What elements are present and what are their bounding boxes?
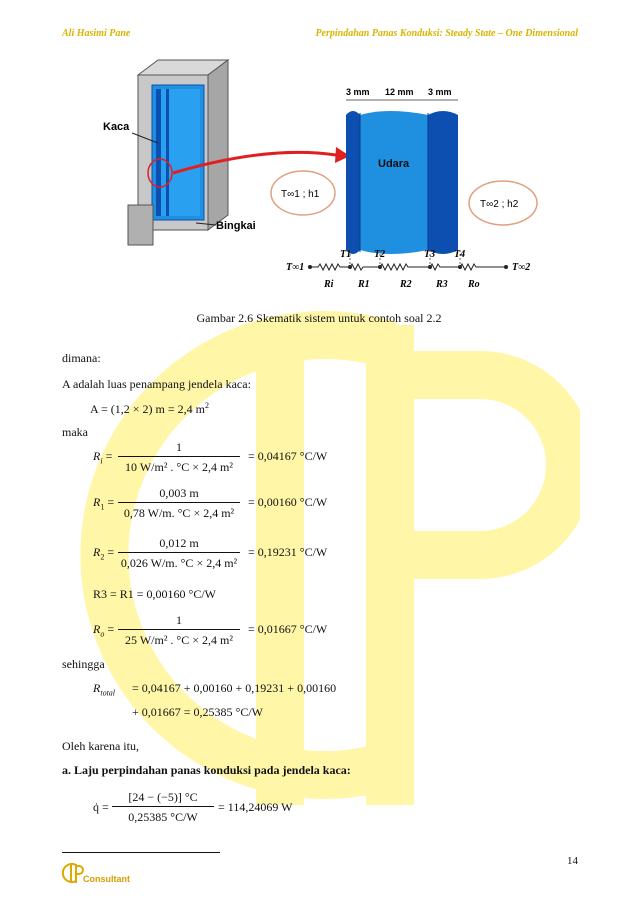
eq-ri-num: 1 (176, 440, 182, 454)
text-maka: maka (62, 425, 88, 439)
eq-ro-num: 1 (176, 613, 182, 627)
svg-text:3 mm: 3 mm (428, 87, 452, 97)
eq-r1-den: 0,78 W/m. °C × 2,4 m² (123, 506, 235, 520)
label-kaca: Kaca (103, 121, 130, 133)
svg-text:T∞1: T∞1 (286, 262, 305, 273)
dimension-labels (346, 87, 452, 97)
svg-text:T∞2 ; h2: T∞2 ; h2 (480, 199, 519, 210)
eq-q-rhs: = 114,24069 W (218, 800, 293, 814)
text-dimana: dimana: (62, 351, 101, 365)
eq-r1-num: 0,003 m (159, 486, 199, 500)
eq-ro-lhs: $R_o$ = (93, 622, 115, 639)
window-frame (128, 60, 228, 245)
header-title: Perpindahan Panas Konduksi: Steady State – One Dimensional (315, 28, 578, 39)
svg-text:R2: R2 (400, 279, 412, 290)
window-schematic (88, 55, 548, 300)
svg-text:T∞2: T∞2 (512, 262, 531, 273)
eq-r2-lhs: $R_2$ = (93, 545, 115, 562)
eq-rtotal-lhs: $R_{total}$ (93, 681, 116, 698)
eq-r2-num: 0,012 m (159, 536, 199, 550)
eq-ri-bar (118, 456, 240, 457)
consultant-logo-icon (62, 862, 84, 884)
eq-rtotal-line1: = 0,04167 + 0,00160 + 0,19231 + 0,00160 (132, 681, 337, 695)
eq-rtotal-line2: + 0,01667 = 0,25385 °C/W (132, 705, 263, 719)
svg-text:3 mm: 3 mm (346, 87, 370, 97)
header-author: Ali Hasimi Pane (62, 28, 131, 39)
svg-text:T4: T4 (454, 249, 466, 260)
eq-q-lhs: q̇ = (93, 800, 109, 814)
eq-ri-lhs: $R_i$ = (93, 449, 113, 466)
text-sehingga: sehingga (62, 657, 105, 671)
page-number: 14 (567, 855, 578, 867)
eq-q-bar (112, 806, 214, 807)
eq-r2-bar (118, 552, 240, 553)
text-area-intro: A adalah luas penampang jendela kaca: (62, 377, 251, 391)
text-part-a: a. Laju perpindahan panas konduksi pada jendela kaca: (62, 763, 351, 777)
svg-text:R1: R1 (358, 279, 370, 290)
label-udara: Udara (378, 158, 410, 170)
eq-r2-den: 0,026 W/m. °C × 2,4 m² (120, 556, 238, 570)
svg-text:T2: T2 (374, 249, 386, 260)
glass-layers (346, 111, 458, 254)
svg-text:12 mm: 12 mm (385, 87, 414, 97)
text-oleh: Oleh karena itu, (62, 739, 139, 753)
eq-r1-lhs: $R_1$ = (93, 495, 115, 512)
svg-text:R3: R3 (436, 279, 448, 290)
eq-ro-rhs: = 0,01667 °C/W (248, 622, 328, 636)
eq-r3: R3 = R1 = 0,00160 °C/W (93, 587, 217, 601)
eq-ri-rhs: = 0,04167 °C/W (248, 449, 328, 463)
svg-text:T3: T3 (424, 249, 436, 260)
footnote-rule (62, 852, 220, 853)
eq-ri-den: 10 W/m² . °C × 2,4 m² (125, 460, 233, 474)
eq-ro-den: 25 W/m² . °C × 2,4 m² (125, 633, 233, 647)
svg-text:Ro: Ro (468, 279, 480, 290)
svg-text:Ri: Ri (324, 279, 334, 290)
eq-r1-bar (118, 502, 240, 503)
eq-ro-bar (118, 629, 240, 630)
svg-text:T∞1 ; h1: T∞1 ; h1 (281, 189, 320, 200)
footer-brand: Consultant (83, 874, 130, 884)
eq-q-num: [24 − (−5)] °C (128, 790, 198, 804)
svg-text:T1: T1 (340, 249, 352, 260)
eq-r2-rhs: = 0,19231 °C/W (248, 545, 328, 559)
eq-area: A = (1,2 × 2) m = 2,4 $m^2$ (90, 401, 209, 416)
figure-caption: Gambar 2.6 Skematik sistem untuk contoh soal 2.2 (196, 311, 442, 325)
eq-r1-rhs: = 0,00160 °C/W (248, 495, 328, 509)
eq-q-den: 0,25385 °C/W (128, 810, 198, 824)
label-bingkai: Bingkai (216, 220, 256, 232)
